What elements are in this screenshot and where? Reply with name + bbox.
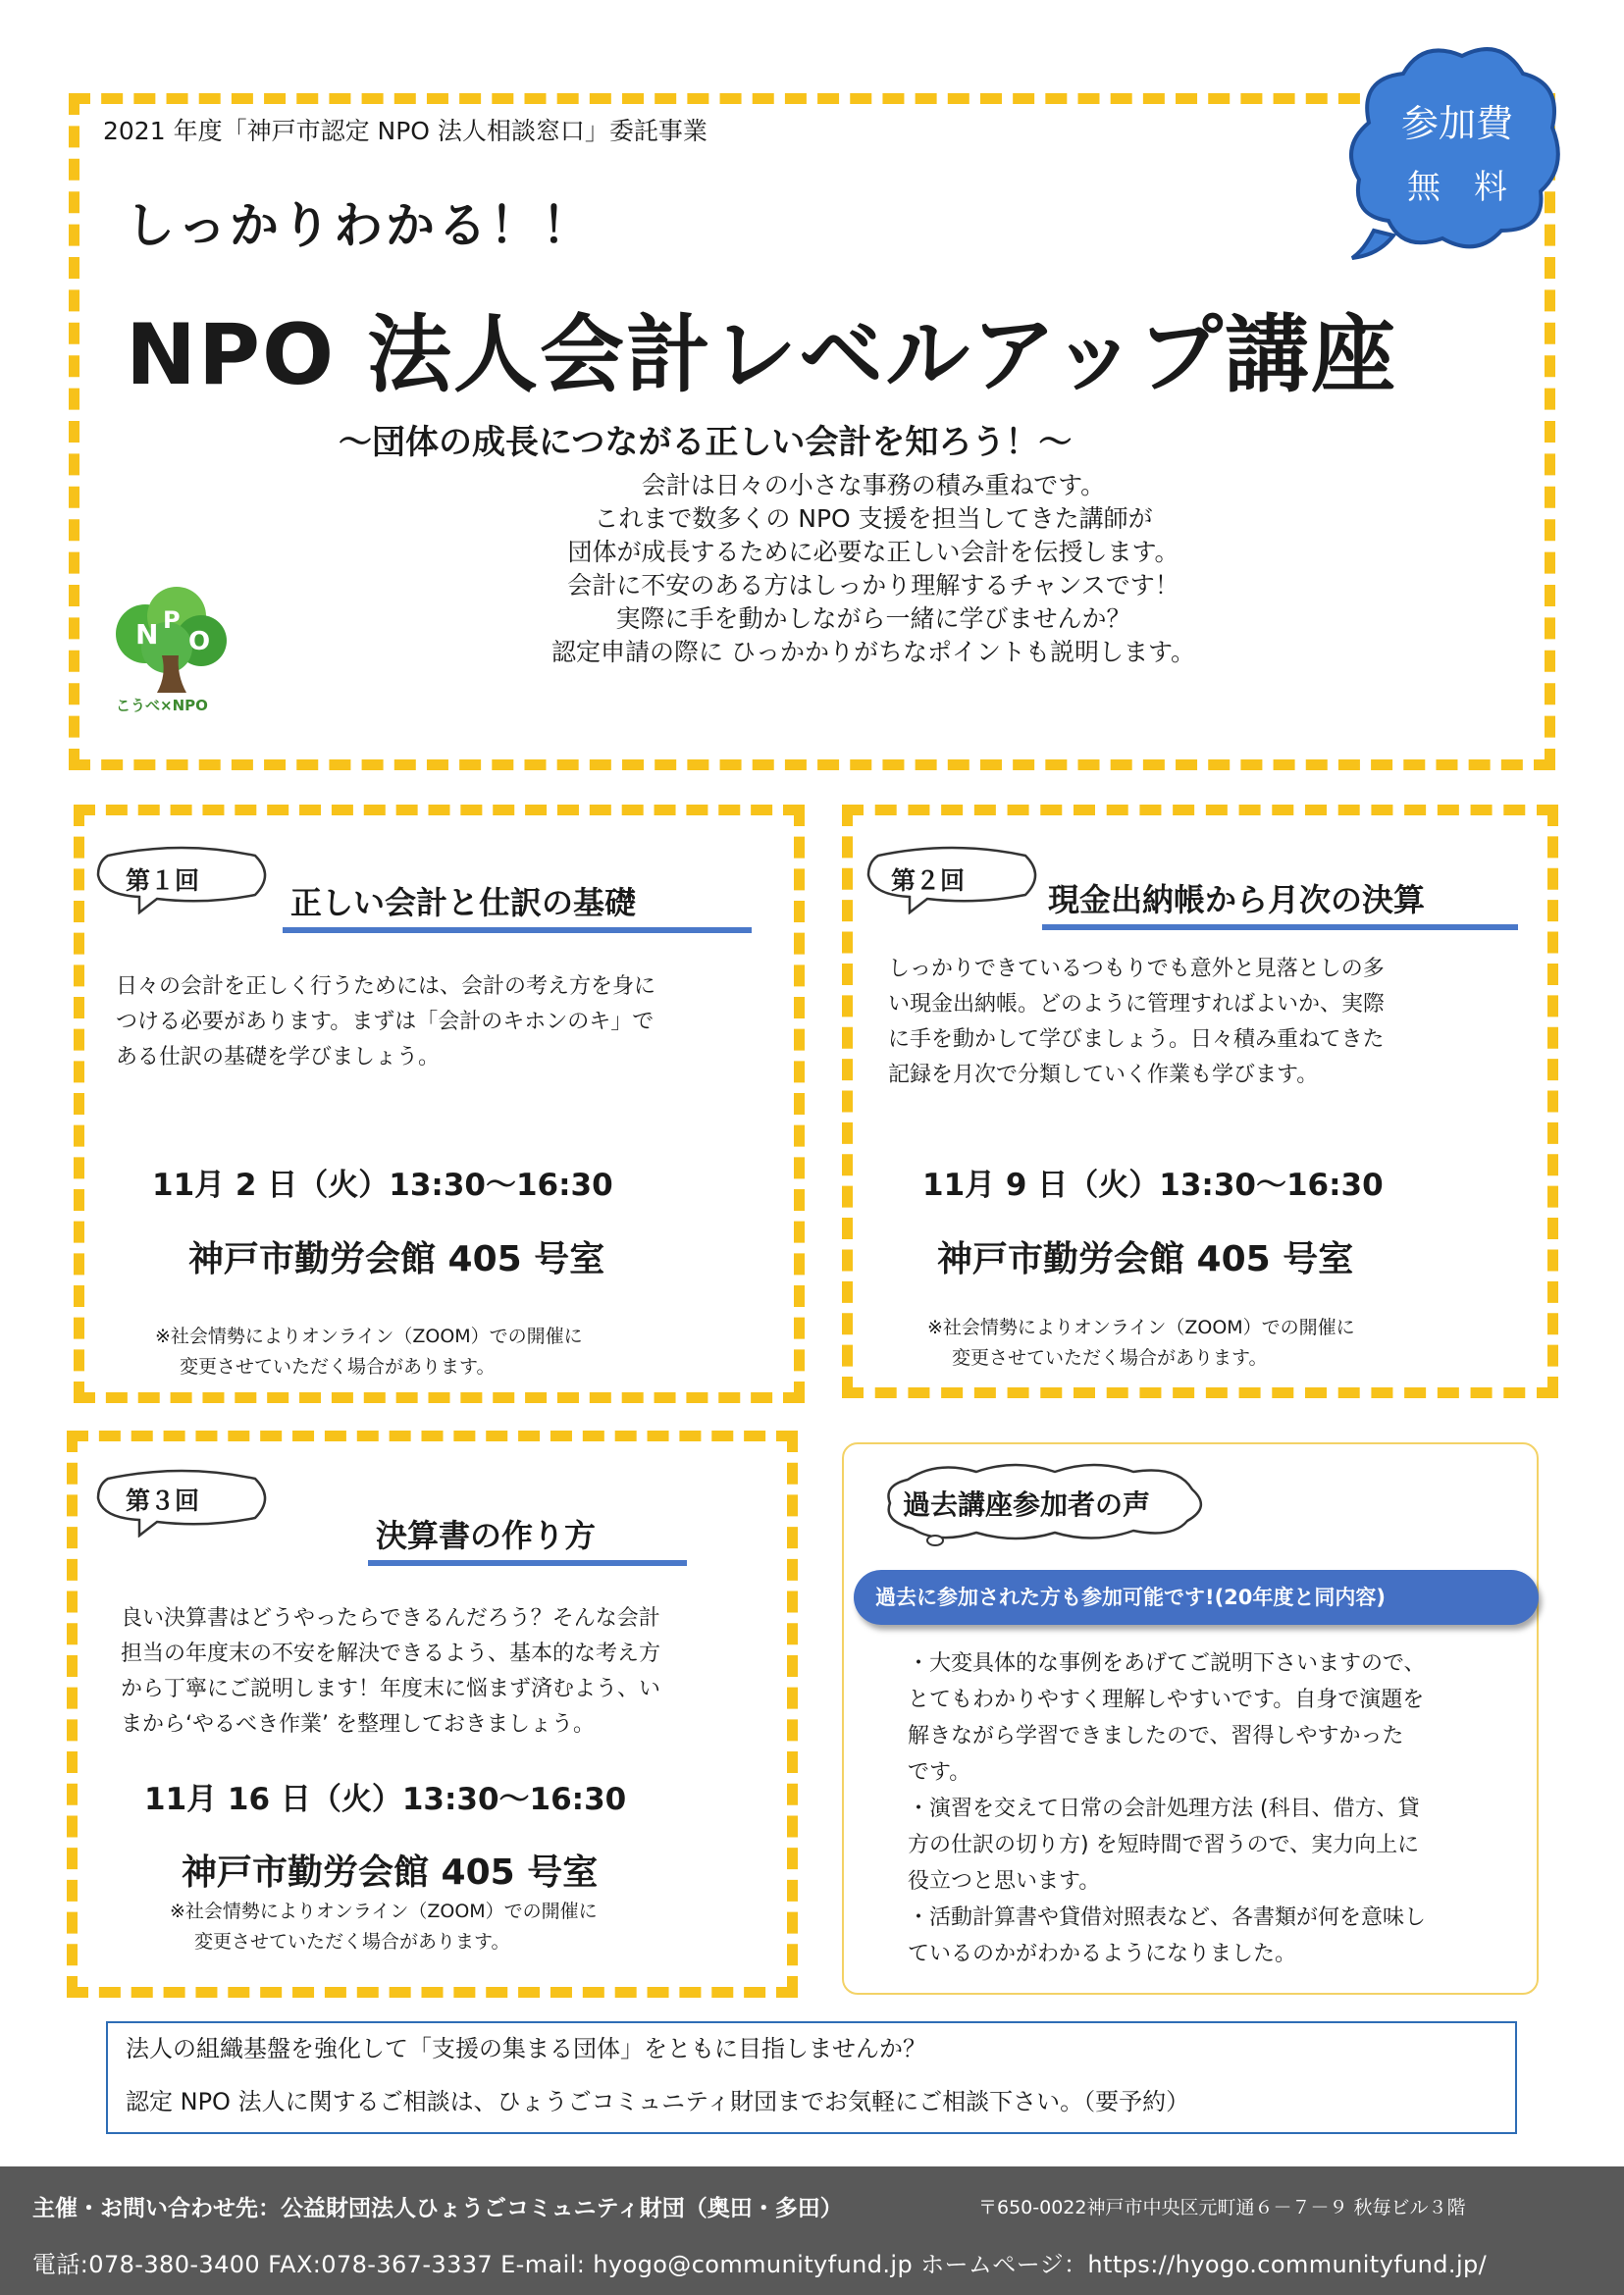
session-1-venue: 神戸市勤労会館 405 号室 — [188, 1239, 605, 1279]
intro-line: 団体が成長するために必要な正しい会計を伝授します。 — [567, 538, 1179, 566]
voices-text: ・大変具体的な事例をあげてご説明下さいますので、 とてもわかりやすく理解しやすいです。自身で演題を 解きながら学習できましたので、習得しやすかった です。 ・演習を交えて日常の会計処理方法 (科目、借方、貸 方の仕訳の切り方) を短時間で習うので、実力向上に 役立つと思います。 ・活動計算書や貸借対照表など、各書類が何を意味し ているのかがわかるようになりました。 — [908, 1651, 1427, 1966]
catch-phrase: しっかりわかる！！ — [126, 197, 594, 254]
intro-line: 実際に手を動かしながら一緒に学びませんか？ — [615, 604, 1131, 633]
voices-heading: 過去講座参加者の声 — [903, 1488, 1151, 1521]
tree-logo-icon — [108, 587, 236, 712]
session-1-title: 正しい会計と仕訳の基礎 — [283, 878, 752, 933]
intro-text — [432, 469, 1315, 669]
session-2-title: 現金出納帳から月次の決算 — [1042, 875, 1518, 930]
session-1-date: 11月 2 日（火）13:30～16:30 — [152, 1168, 613, 1203]
svg-text:P: P — [163, 606, 181, 634]
svg-text:O: O — [188, 627, 211, 656]
session-2-description: しっかりできているつもりでも意外と見落としの多 い現金出納帳。どのように管理すればよいか、実際 に手を動かして学びましょう。日々積み重ねてきた 記録を月次で分類していく作業も学びます。 — [888, 957, 1386, 1087]
contact-info: 電話:078-380-3400 FAX:078-367-3337 E-mail: hyogo@communityfund.jp ホームページ：https://hyogo.communityfund.jp/ — [32, 2251, 1488, 2278]
session-3-venue: 神戸市勤労会館 405 号室 — [182, 1852, 599, 1893]
program-line: 2021 年度「神戸市認定 NPO 法人相談窓口」委託事業 — [103, 117, 707, 145]
session-2-date: 11月 9 日（火）13:30～16:30 — [922, 1168, 1384, 1203]
fee-value: 無 料 — [1407, 168, 1507, 207]
page-title: NPO 法人会計レベルアップ講座 — [126, 306, 1398, 404]
intro-line: 会計は日々の小さな事務の積み重ねです。 — [641, 471, 1106, 499]
logo-text: こうべ×NPO — [116, 697, 208, 714]
appeal-line-2: 認定 NPO 法人に関するご相談は、ひょうごコミュニティ財団までお気軽にご相談下さい。（要予約） — [126, 2088, 1190, 2115]
intro-line: これまで数多くの NPO 支援を担当してきた講師が — [594, 504, 1153, 533]
session-1-note: ※社会情勢によりオンライン（ZOOM）での開催に 変更させていただく場合があります。 — [155, 1326, 583, 1378]
fee-badge-cloud-icon — [1344, 34, 1570, 265]
session-3-title: 決算書の作り方 — [368, 1511, 687, 1566]
session-1-label: 第１回 — [126, 866, 200, 895]
kobe-npo-logo — [108, 587, 236, 712]
fee-label: 参加費 — [1400, 102, 1513, 145]
session-3-note: ※社会情勢によりオンライン（ZOOM）での開催に 変更させていただく場合があります。 — [170, 1901, 598, 1953]
voices-banner: 過去に参加された方も参加可能です!(20年度と同内容) — [854, 1570, 1539, 1625]
session-2-label: 第２回 — [891, 866, 966, 895]
session-2-venue: 神戸市勤労会館 405 号室 — [937, 1239, 1354, 1279]
appeal-line-1: 法人の組織基盤を強化して「支援の集まる団体」をともに目指しませんか？ — [126, 2035, 926, 2062]
fee-badge — [1344, 34, 1570, 265]
session-1-description: 日々の会計を正しく行うためには、会計の考え方を身に つける必要があります。まずは「会計のキホンのキ」で ある仕訳の基礎を学びましょう。 — [116, 974, 656, 1069]
organizer: 主催・お問い合わせ先：公益財団法人ひょうごコミュニティ財団（奥田・多田） — [32, 2196, 843, 2221]
session-3-label: 第３回 — [126, 1487, 200, 1515]
session-3-description: 良い決算書はどうやったらできるんだろう？そんな会計 担当の年度末の不安を解決できるよう、基本的な考え方 から丁寧にご説明します！年度末に悩まず済むよう、い まから‘やるべき作業’ を整理しておきましょう。 — [121, 1606, 661, 1737]
intro-line: 会計に不安のある方はしっかり理解するチャンスです！ — [567, 571, 1179, 600]
svg-text:N: N — [135, 618, 159, 651]
subtitle: ～団体の成長につながる正しい会計を知ろう！～ — [339, 423, 1073, 462]
session-3-date: 11月 16 日（火）13:30～16:30 — [144, 1782, 627, 1817]
intro-line: 認定申請の際に ひっかかりがちなポイントも説明します。 — [551, 638, 1195, 666]
address: 〒650-0022神戸市中央区元町通６－７－９ 秋毎ビル３階 — [978, 2197, 1466, 2218]
session-2-note: ※社会情勢によりオンライン（ZOOM）での開催に 変更させていただく場合があります。 — [927, 1317, 1355, 1369]
